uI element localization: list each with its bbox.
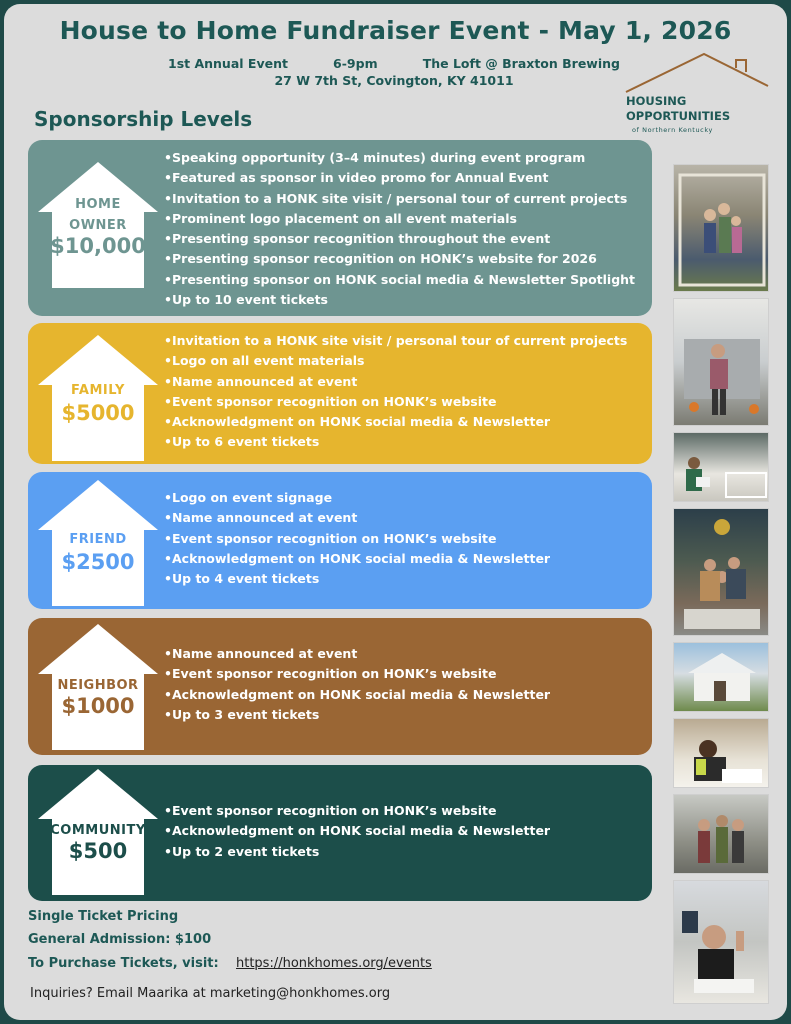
benefit-list: [164, 644, 550, 725]
logo-line1: HOUSING: [626, 94, 687, 108]
photo-signing-papers: [673, 718, 769, 788]
level-name-line2: OWNER: [69, 218, 127, 233]
house-badge: [34, 767, 162, 901]
benefit-item: • Presenting sponsor recognition on HONK’s website for 2026: [164, 249, 635, 269]
benefit-item: • Up to 6 event tickets: [164, 432, 627, 452]
event-time: 6-9pm: [333, 56, 378, 71]
house-badge: [34, 333, 162, 467]
benefit-item: • Event sponsor recognition on HONK’s website: [164, 664, 550, 684]
benefit-item: • Up to 2 event tickets: [164, 842, 550, 862]
benefit-list: [164, 331, 627, 453]
level-amount: $500: [68, 839, 128, 863]
benefit-item: • Up to 3 event tickets: [164, 705, 550, 725]
photo-family-porch: [673, 164, 769, 292]
section-title: Sponsorship Levels: [34, 107, 253, 131]
level-amount: $5000: [61, 401, 135, 425]
photo-sign-holder: [673, 432, 769, 502]
benefit-item: • Presenting sponsor recognition throughout the event: [164, 229, 635, 249]
event-address: 27 W 7th St, Covington, KY 41011: [274, 73, 514, 88]
pricing-heading: Single Ticket Pricing: [28, 909, 179, 924]
level-amount: $1000: [61, 694, 135, 718]
event-details: [164, 56, 624, 71]
level-name-line1: HOME: [75, 197, 121, 212]
benefit-list: [164, 801, 550, 862]
photo-three-women: [673, 794, 769, 874]
flyer-page: [4, 4, 787, 1020]
level-amount: $2500: [61, 550, 135, 574]
level-name: NEIGHBOR: [57, 678, 139, 693]
photo-white-house: [673, 642, 769, 712]
photo-porch-couple: [673, 298, 769, 426]
house-badge: [34, 160, 162, 294]
benefit-item: • Event sponsor recognition on HONK’s website: [164, 801, 550, 821]
benefit-item: • Acknowledgment on HONK social media & Newsletter: [164, 685, 550, 705]
level-home-owner: [28, 140, 652, 316]
benefit-item: • Logo on event signage: [164, 488, 550, 508]
photo-woman-waving: [673, 880, 769, 1004]
benefit-item: • Up to 4 event tickets: [164, 569, 550, 589]
benefit-item: • Featured as sponsor in video promo for Annual Event: [164, 168, 635, 188]
benefit-item: • Name announced at event: [164, 372, 627, 392]
house-badge: [34, 622, 162, 756]
benefit-item: • Name announced at event: [164, 508, 550, 528]
level-community: [28, 765, 652, 901]
benefit-item: • Presenting sponsor on HONK social media & Newsletter Spotlight: [164, 270, 635, 290]
event-venue: The Loft @ Braxton Brewing: [422, 56, 620, 71]
benefit-item: • Speaking opportunity (3–4 minutes) during event program: [164, 148, 635, 168]
logo-line2: OPPORTUNITIES: [626, 109, 731, 123]
level-name: [34, 194, 162, 236]
benefit-item: • Acknowledgment on HONK social media & Newsletter: [164, 821, 550, 841]
annual-label: 1st Annual Event: [168, 56, 288, 71]
photo-group-steps: [673, 508, 769, 636]
inquiries-text: Inquiries? Email Maarika at marketing@honkhomes.org: [30, 986, 391, 1001]
benefit-item: • Name announced at event: [164, 644, 550, 664]
level-family: [28, 323, 652, 464]
benefit-list: [164, 488, 550, 589]
benefit-item: • Up to 10 event tickets: [164, 290, 635, 310]
tickets-link[interactable]: https://honkhomes.org/events: [236, 956, 432, 971]
benefit-item: • Event sponsor recognition on HONK’s website: [164, 392, 627, 412]
benefit-item: • Invitation to a HONK site visit / personal tour of current projects: [164, 331, 627, 351]
benefit-list: [164, 148, 635, 310]
benefit-item: • Invitation to a HONK site visit / personal tour of current projects: [164, 189, 635, 209]
level-name: FRIEND: [69, 532, 127, 547]
level-name: FAMILY: [71, 383, 125, 398]
event-title: House to Home Fundraiser Event - May 1, 2026: [59, 16, 732, 45]
level-neighbor: [28, 618, 652, 755]
house-icon: [34, 333, 162, 467]
purchase-label: To Purchase Tickets, visit:: [28, 956, 219, 971]
benefit-item: • Event sponsor recognition on HONK’s website: [164, 529, 550, 549]
level-amount: $10,000: [50, 234, 146, 258]
level-name: COMMUNITY: [50, 823, 146, 838]
benefit-item: • Prominent logo placement on all event materials: [164, 209, 635, 229]
level-friend: [28, 472, 652, 609]
benefit-item: • Logo on all event materials: [164, 351, 627, 371]
benefit-item: • Acknowledgment on HONK social media & Newsletter: [164, 549, 550, 569]
general-admission: General Admission: $100: [28, 932, 212, 947]
logo-line3: of Northern Kentucky: [632, 126, 713, 134]
house-badge: [34, 478, 162, 612]
benefit-item: • Acknowledgment on HONK social media & Newsletter: [164, 412, 627, 432]
